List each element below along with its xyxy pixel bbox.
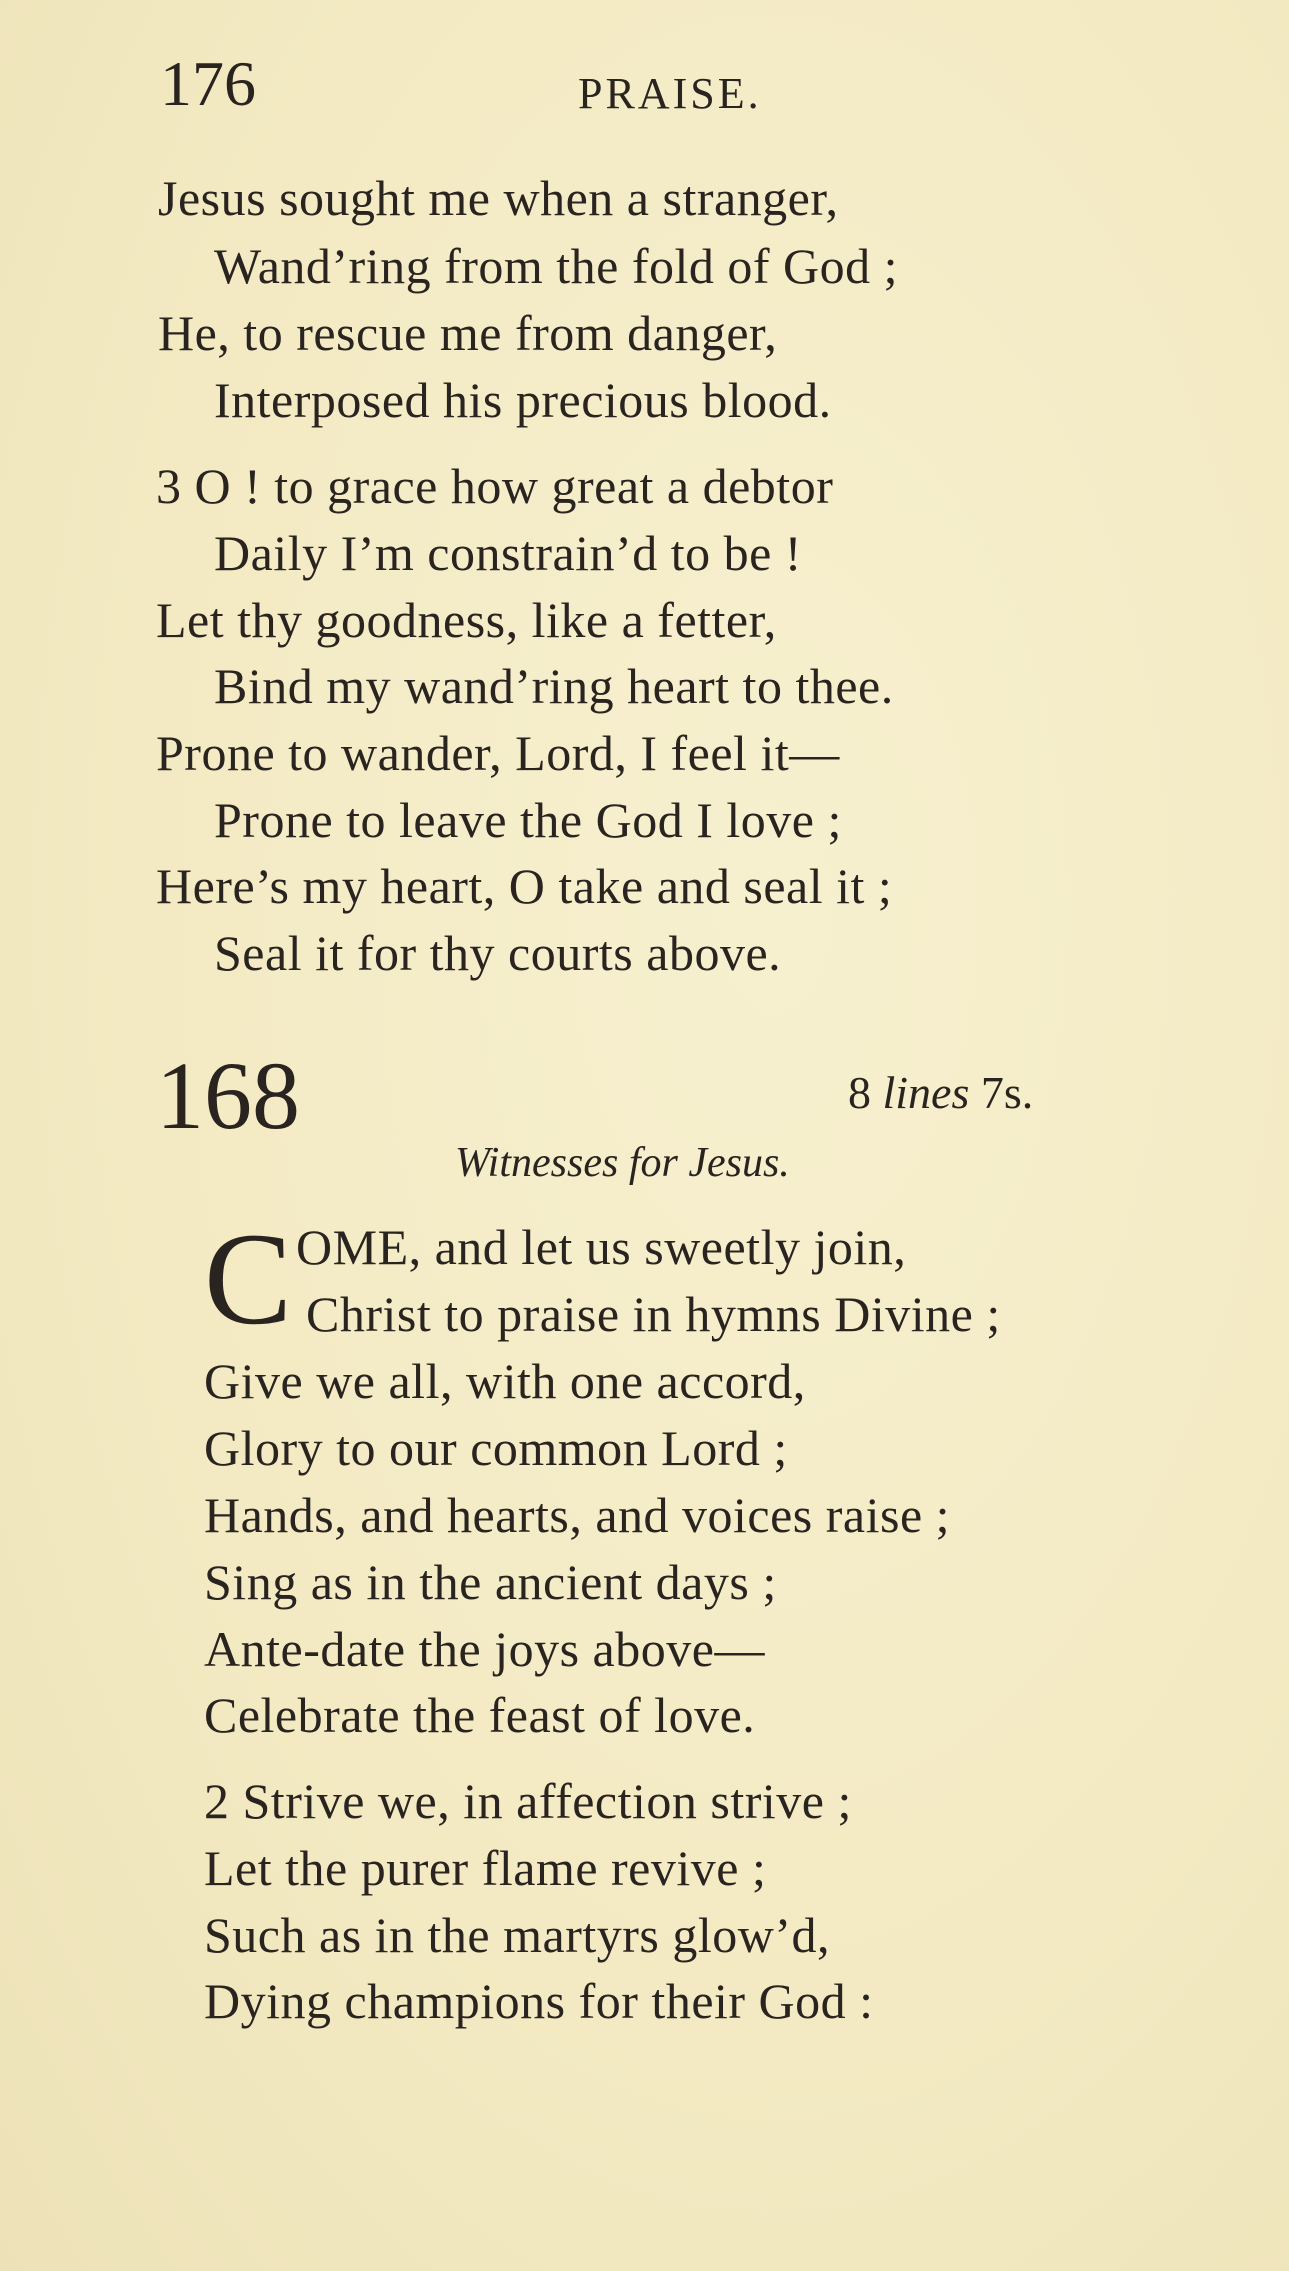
verse-line: Hands, and hearts, and voices raise ; xyxy=(204,1487,951,1543)
verse-line: Glory to our common Lord ; xyxy=(204,1420,788,1476)
verse-line: He, to rescue me from danger, xyxy=(158,305,778,361)
verse-line: 3 O ! to grace how great a debtor xyxy=(156,458,834,514)
verse-line: Dying champions for their God : xyxy=(204,1973,874,2029)
verse-line: Christ to praise in hymns Divine ; xyxy=(306,1286,1001,1342)
verse-line: Jesus sought me when a stranger, xyxy=(158,170,839,226)
meter-lines: lines xyxy=(882,1067,970,1118)
hymn-number: 168 xyxy=(156,1042,300,1149)
verse-line: Ante-date the joys above— xyxy=(204,1621,765,1677)
verse-line: Prone to leave the God I love ; xyxy=(214,792,842,848)
verse-line: Wand’ring from the fold of God ; xyxy=(214,238,899,294)
verse-line: 2 Strive we, in affection strive ; xyxy=(204,1773,852,1829)
verse-line: OME, and let us sweetly join, xyxy=(296,1219,907,1275)
page-number: 176 xyxy=(160,48,256,119)
verse-line: Here’s my heart, O take and seal it ; xyxy=(156,858,893,914)
verse-line: Seal it for thy courts above. xyxy=(214,925,782,981)
meter-count: 8 xyxy=(848,1067,871,1118)
verse-line: Let the purer flame revive ; xyxy=(204,1840,767,1896)
verse-line: Celebrate the feast of love. xyxy=(204,1687,756,1743)
verse-line: Interposed his precious blood. xyxy=(214,372,832,428)
drop-cap: C xyxy=(204,1205,293,1352)
hymn-meter xyxy=(848,1067,1034,1118)
meter-type: 7s. xyxy=(980,1067,1034,1118)
verse-line: Daily I’m constrain’d to be ! xyxy=(214,525,802,581)
verse-line: Such as in the martyrs glow’d, xyxy=(204,1907,831,1963)
running-title: PRAISE. xyxy=(578,69,762,118)
verse-line: Give we all, with one accord, xyxy=(204,1353,806,1409)
verse-line: Prone to wander, Lord, I feel it— xyxy=(156,725,840,781)
verse-line: Sing as in the ancient days ; xyxy=(204,1554,777,1610)
verse-line: Bind my wand’ring heart to thee. xyxy=(214,658,894,714)
hymn-title: Witnesses for Jesus. xyxy=(455,1140,790,1186)
verse-line: Let thy goodness, like a fetter, xyxy=(156,592,777,648)
